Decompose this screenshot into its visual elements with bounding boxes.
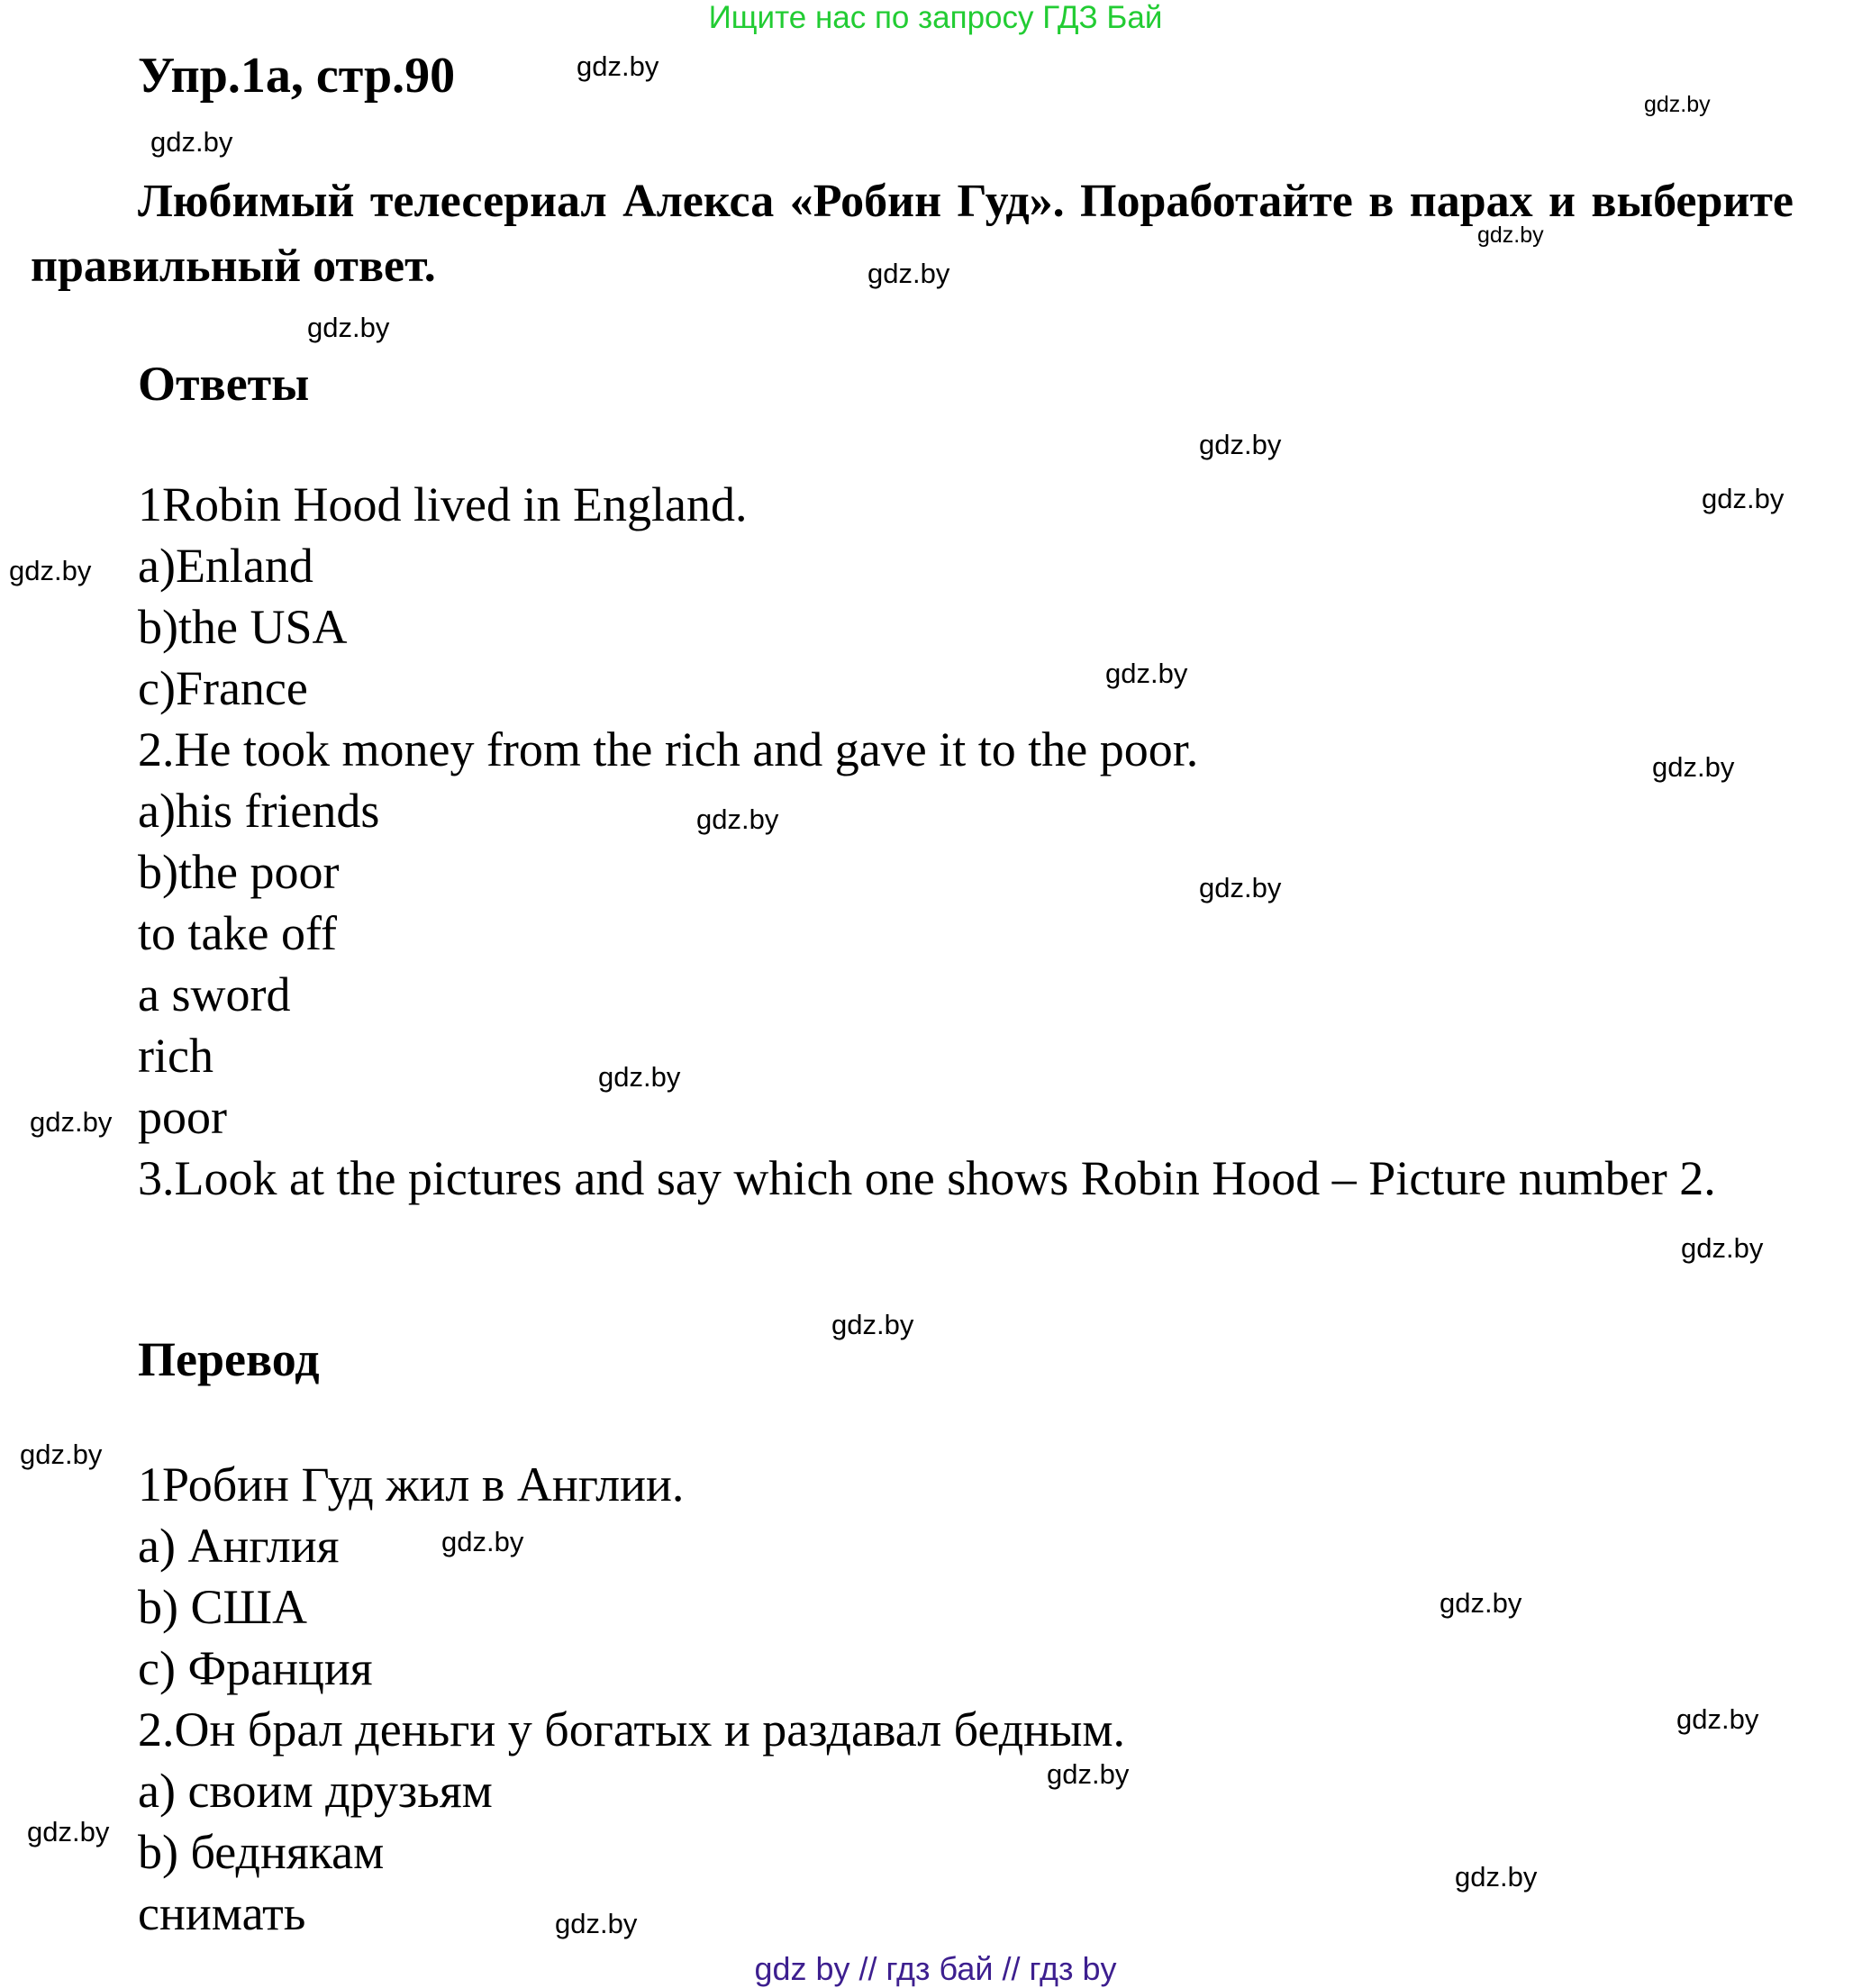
watermark: gdz.by xyxy=(20,1439,103,1470)
watermark: gdz.by xyxy=(150,126,233,158)
translation-line: a) Англия xyxy=(138,1519,340,1573)
watermark: gdz.by xyxy=(1455,1861,1538,1893)
search-banner: Ищите нас по запросу ГДЗ Бай xyxy=(708,0,1163,35)
translation-heading: Перевод xyxy=(138,1332,320,1386)
answer-line: a sword xyxy=(138,967,291,1021)
translation-line: a) своим друзьям xyxy=(138,1764,493,1818)
task-text: Любимый телесериал Алекса «Робин Гуд». Поработайте в парах и выберите правильный ответ. xyxy=(31,176,1794,292)
answer-line: a)his friends xyxy=(138,784,380,838)
answer-line: to take off xyxy=(138,906,337,960)
footer-links: gdz by // гдз бай // гдз by xyxy=(754,1950,1117,1987)
translation-line: b) США xyxy=(138,1580,307,1634)
answer-line: c)France xyxy=(138,661,308,715)
watermark: gdz.by xyxy=(696,803,779,835)
watermark: gdz.by xyxy=(555,1908,638,1939)
watermark: gdz.by xyxy=(1681,1232,1764,1264)
answer-line: poor xyxy=(138,1090,227,1144)
watermark: gdz.by xyxy=(441,1526,524,1557)
translation-line: снимать xyxy=(138,1886,306,1940)
watermark: gdz.by xyxy=(27,1816,110,1847)
watermark: gdz.by xyxy=(1105,658,1188,689)
translation-line: c) Франция xyxy=(138,1641,373,1695)
watermark: gdz.by xyxy=(831,1309,914,1340)
exercise-title: Упр.1а, стр.90 xyxy=(138,48,456,104)
watermark: gdz.by xyxy=(1676,1703,1759,1735)
answer-line: 1Robin Hood lived in England. xyxy=(138,477,748,531)
watermark: gdz.by xyxy=(577,50,659,82)
translation-line: b) беднякам xyxy=(138,1825,385,1879)
watermark: gdz.by xyxy=(307,312,390,343)
watermark: gdz.by xyxy=(1477,222,1544,248)
watermark: gdz.by xyxy=(1199,872,1282,903)
watermark: gdz.by xyxy=(1702,483,1785,514)
watermark: gdz.by xyxy=(1047,1758,1130,1790)
watermark: gdz.by xyxy=(1199,429,1282,460)
watermark: gdz.by xyxy=(1644,92,1711,117)
watermark: gdz.by xyxy=(598,1061,681,1093)
translation-line: 2.Он брал деньги у богатых и раздавал бедным. xyxy=(138,1702,1126,1757)
answer-line: a)Enland xyxy=(138,539,313,593)
answer-line: b)the USA xyxy=(138,600,348,654)
answer-line: 2.He took money from the rich and gave it to the poor. xyxy=(138,722,1199,776)
answers-heading: Ответы xyxy=(138,357,310,411)
answer-q3: 3.Look at the pictures and say which one shows Robin Hood – Picture number 2. xyxy=(138,1151,1716,1205)
watermark: gdz.by xyxy=(867,258,950,289)
answer-line: b)the poor xyxy=(138,845,340,899)
watermark: gdz.by xyxy=(1440,1587,1522,1619)
watermark: gdz.by xyxy=(9,555,92,586)
watermark: gdz.by xyxy=(1652,751,1735,783)
answer-line: rich xyxy=(138,1029,213,1083)
translation-line: 1Робин Гуд жил в Англии. xyxy=(138,1457,685,1511)
watermark: gdz.by xyxy=(30,1106,113,1138)
